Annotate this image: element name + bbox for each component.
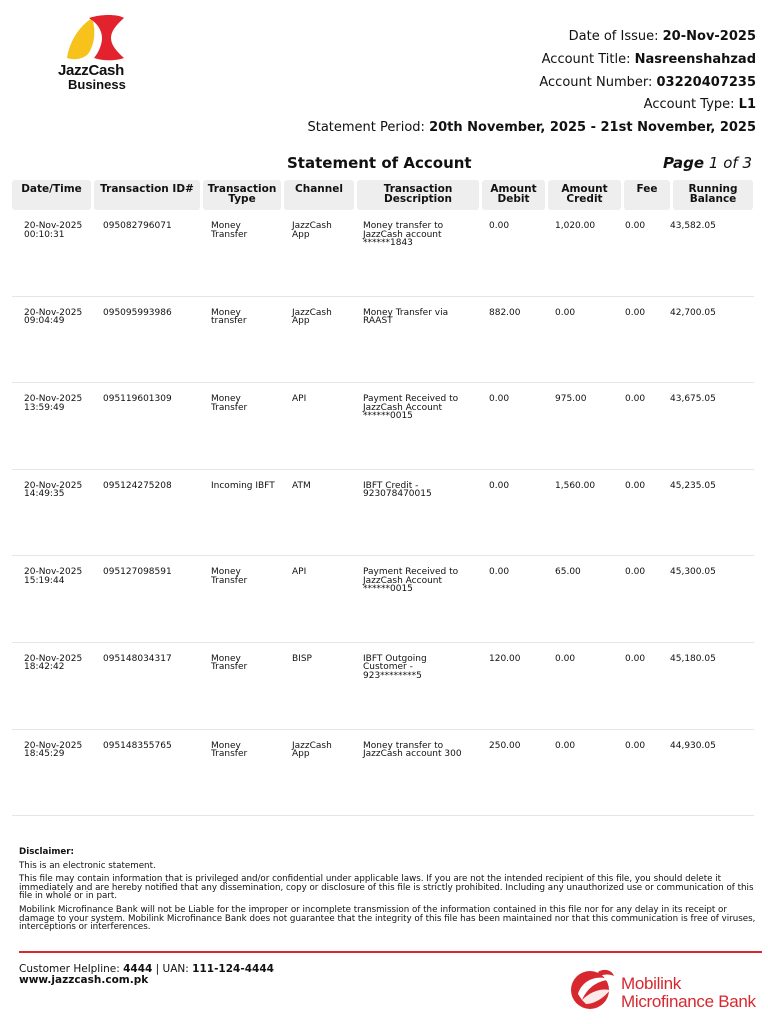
disclaimer-heading: Disclaimer: — [19, 847, 75, 857]
cell-running-balance: 45,180.05 — [670, 653, 716, 664]
account-info — [307, 26, 756, 140]
cell-transaction-type: Money Transfer — [211, 394, 248, 413]
cell-datetime: 20-Nov-2025 00:10:31 — [24, 221, 83, 240]
cell-running-balance: 44,930.05 — [670, 740, 716, 751]
jazzcash-mark-icon — [63, 14, 127, 62]
table-row — [12, 643, 754, 730]
date-of-issue: Date of Issue: 20-Nov-2025 — [568, 29, 756, 44]
table-row — [12, 297, 754, 384]
cell-description: Money Transfer via RAAST — [363, 307, 449, 327]
cell-fee: 0.00 — [625, 221, 646, 231]
column-header: Transaction Type — [203, 180, 281, 210]
account-type-value: L1 — [738, 97, 756, 113]
mobilink-bank-name: Mobilink Microfinance Bank — [621, 974, 756, 1011]
account-type: Account Type: L1 — [643, 97, 756, 113]
cell-datetime: 20-Nov-2025 18:42:42 — [24, 653, 83, 673]
column-header: Fee — [624, 180, 670, 210]
cell-running-balance: 45,235.05 — [670, 480, 716, 491]
table-row — [12, 383, 754, 470]
jazzcash-logo-sub: Business — [68, 77, 126, 92]
disclaimer-paragraph: Mobilink Microfinance Bank will not be Liable for the improper or incomplete transmission of the information contained in this file nor for any delay in its receipt or damage to your system. Mobilink Microfinance Bank does not guarantee that the integrity of this file has been maintained nor that this communication is free of viruses, interceptions or interferences. — [19, 904, 756, 933]
cell-amount-credit: 0.00 — [555, 307, 576, 318]
cell-transaction-type: Money Transfer — [211, 740, 248, 760]
statement-title: Statement of Account — [287, 154, 472, 172]
cell-datetime: 20-Nov-2025 09:04:49 — [24, 307, 83, 327]
account-number: Account Number: 03220407235 — [539, 74, 756, 90]
footer-divider — [19, 951, 762, 953]
column-header: Transaction Description — [357, 180, 479, 210]
cell-description: IBFT Outgoing Customer - 923********5 — [363, 653, 427, 681]
cell-channel: JazzCash App — [292, 221, 332, 240]
website-link[interactable]: www.jazzcash.com.pk — [19, 974, 149, 986]
cell-description: Money transfer to JazzCash account 300 — [363, 740, 462, 760]
cell-fee: 0.00 — [625, 394, 646, 405]
cell-fee: 0.00 — [625, 653, 646, 664]
cell-fee: 0.00 — [625, 740, 646, 751]
cell-amount-debit: 0.00 — [489, 480, 510, 491]
cell-datetime: 20-Nov-2025 15:19:44 — [24, 567, 83, 586]
column-header: Amount Credit — [548, 180, 621, 210]
cell-datetime: 20-Nov-2025 14:49:35 — [24, 480, 83, 500]
cell-running-balance: 42,700.05 — [670, 307, 716, 318]
cell-transaction-id: 095124275208 — [103, 480, 172, 491]
cell-amount-debit: 0.00 — [489, 221, 510, 231]
table-row — [12, 210, 754, 297]
cell-transaction-id: 095082796071 — [103, 221, 172, 231]
disclaimer — [19, 848, 757, 937]
table-row — [12, 730, 754, 817]
cell-transaction-type: Money Transfer — [211, 567, 248, 586]
cell-amount-debit: 882.00 — [489, 307, 521, 318]
helpline-number: 4444 — [123, 963, 153, 975]
table-row — [12, 470, 754, 557]
cell-amount-credit: 0.00 — [555, 740, 576, 751]
helpline-line: Customer Helpline: 4444 | UAN: 111-124-4444 — [19, 963, 274, 975]
jazzcash-logo-name: JazzCash — [58, 62, 124, 79]
cell-transaction-type: Incoming IBFT — [211, 480, 275, 491]
cell-transaction-type: Money transfer — [211, 307, 247, 327]
statement-period-value: 20th November, 2025 - 21st November, 2025 — [429, 120, 756, 136]
cell-channel: JazzCash App — [292, 307, 332, 327]
table-row — [12, 556, 754, 643]
table-header — [12, 180, 754, 210]
account-title-value: Nasreenshahzad — [634, 51, 756, 67]
cell-transaction-id: 095095993986 — [103, 307, 172, 318]
cell-description: Payment Received to JazzCash Account ******0015 — [363, 567, 459, 595]
column-header: Transaction ID# — [94, 180, 200, 210]
cell-transaction-type: Money Transfer — [211, 653, 248, 673]
table-body — [12, 210, 754, 816]
cell-fee: 0.00 — [625, 567, 646, 578]
cell-transaction-id: 095148355765 — [103, 740, 172, 751]
jazzcash-logo — [58, 14, 138, 92]
disclaimer-paragraph: This is an electronic statement. — [19, 860, 156, 871]
disclaimer-paragraph: This file may contain information that is privileged and/or confidential under applicable laws. If you are not the intended recipient of this file, you should delete it immediately and are hereby notified that any dissemination, copy or disclosure of this file is strictly prohibited. Including any unauthorized use or communication of this file in whole or in part. — [19, 874, 754, 902]
uan-number: 111-124-4444 — [192, 963, 274, 975]
account-title: Account Title: Nasreenshahzad — [541, 51, 756, 67]
cell-datetime: 20-Nov-2025 18:45:29 — [24, 740, 83, 760]
cell-transaction-id: 095127098591 — [103, 567, 172, 578]
cell-amount-credit: 1,560.00 — [555, 480, 596, 491]
footer-contact — [19, 964, 274, 986]
cell-running-balance: 43,675.05 — [670, 394, 716, 405]
cell-description: Money transfer to JazzCash account ******1843 — [363, 221, 444, 248]
transactions-table — [12, 180, 754, 816]
cell-transaction-type: Money Transfer — [211, 221, 248, 240]
cell-amount-debit: 0.00 — [489, 567, 510, 578]
column-header: Running Balance — [673, 180, 753, 210]
cell-fee: 0.00 — [625, 307, 646, 318]
cell-running-balance: 43,582.05 — [670, 221, 716, 231]
mobilink-mark-icon — [568, 966, 616, 1012]
cell-description: Payment Received to JazzCash Account ******0015 — [363, 394, 459, 422]
cell-transaction-id: 095119601309 — [103, 394, 172, 405]
column-header: Channel — [284, 180, 354, 210]
cell-amount-debit: 250.00 — [489, 740, 521, 751]
cell-channel: JazzCash App — [292, 740, 332, 760]
column-header: Date/Time — [12, 180, 91, 210]
cell-channel: API — [292, 394, 307, 405]
cell-running-balance: 45,300.05 — [670, 567, 716, 578]
cell-amount-debit: 120.00 — [489, 653, 521, 664]
cell-amount-credit: 1,020.00 — [555, 221, 596, 231]
cell-amount-credit: 0.00 — [555, 653, 576, 664]
page-indicator: Page 1 of 3 — [663, 154, 752, 172]
cell-fee: 0.00 — [625, 480, 646, 491]
cell-amount-credit: 975.00 — [555, 394, 587, 405]
date-of-issue-value: 20-Nov-2025 — [662, 29, 756, 44]
cell-amount-debit: 0.00 — [489, 394, 510, 405]
cell-channel: ATM — [292, 480, 311, 491]
account-number-value: 03220407235 — [656, 74, 756, 90]
cell-amount-credit: 65.00 — [555, 567, 581, 578]
cell-datetime: 20-Nov-2025 13:59:49 — [24, 394, 83, 413]
column-header: Amount Debit — [482, 180, 545, 210]
mobilink-bank-logo — [568, 966, 758, 1012]
cell-transaction-id: 095148034317 — [103, 653, 172, 664]
statement-period: Statement Period: 20th November, 2025 - 21st November, 2025 — [307, 120, 756, 136]
cell-description: IBFT Credit - 923078470015 — [363, 480, 432, 500]
cell-channel: BISP — [292, 653, 312, 664]
cell-channel: API — [292, 567, 307, 578]
